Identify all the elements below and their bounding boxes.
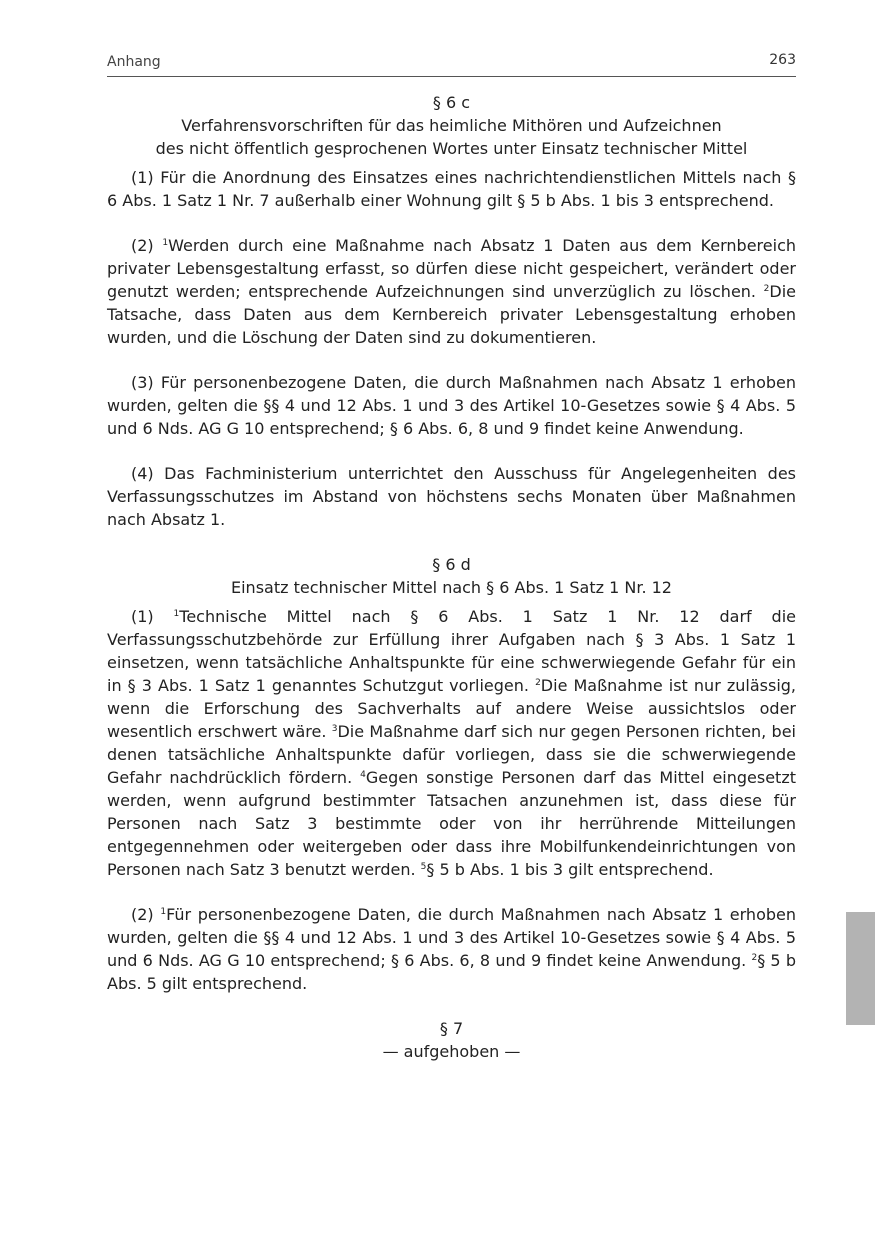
section-6c-paragraph-3: (3) Für personenbezogene Daten, die durch Maßnahmen nach Absatz 1 erhoben wurden, gelten die §§ 4 und 12 Abs. 1 und 3 des Artikel 10-Gesetzes sowie § 4 Abs. 5 und 6 Nds. AG G 10 entsprechend; § 6 Abs. 6, 8 und 9 findet keine Anwendung. <box>107 373 796 438</box>
section-7-status: — aufgehoben — <box>382 1042 521 1061</box>
page-number: 263 <box>769 52 796 68</box>
sentence-number: 1 <box>173 609 180 619</box>
chapter-thumb-tab <box>846 912 875 1025</box>
sentence-number: 1 <box>160 907 167 917</box>
section-6c-paragraph-1: (1) Für die Anordnung des Einsatzes eines nachrichtendienstlichen Mittels nach § 6 Abs. 1 Satz 1 Nr. 7 außerhalb einer Wohnung gilt § 5 b Abs. 1 bis 3 entsprechend. <box>107 168 796 210</box>
sentence-text: Die Tatsache, dass Daten aus dem Kernbereich privater Lebensgestaltung erhoben wurden, und die Löschung der Daten sind zu dokumentieren. <box>107 282 796 347</box>
section-6c-number: § 6 c <box>432 93 471 112</box>
section-label: Anhang <box>107 54 161 70</box>
sentence-text: Die Maßnahme darf sich nur gegen Personen richten, bei denen tatsächliche Anhaltspunkte dafür vorliegen, dass sie die schwerwiegende Gefahr nachdrücklich fördern. <box>107 722 796 787</box>
section-7-number: § 7 <box>439 1019 464 1038</box>
paragraph-prefix: (2) <box>131 905 161 924</box>
section-6c-paragraph-4: (4) Das Fachministerium unterrichtet den Ausschuss für Angelegenheiten des Verfassungsschutzes im Abstand von höchstens sechs Monaten über Maßnahmen nach Absatz 1. <box>107 464 796 529</box>
section-6c-title-line-2: des nicht öffentlich gesprochenen Wortes unter Einsatz technischer Mittel <box>155 139 748 158</box>
sentence-text: § 5 b Abs. 1 bis 3 gilt entsprechend. <box>426 860 714 879</box>
sentence-text: § 5 b Abs. 5 gilt entsprechend. <box>107 951 797 993</box>
sentence-number: 4 <box>360 770 366 780</box>
paragraph-prefix: (1) <box>131 607 174 626</box>
sentence-number: 3 <box>331 724 338 734</box>
section-6d-number: § 6 d <box>432 555 471 574</box>
section-6d-paragraph-2 <box>107 903 796 995</box>
section-6c-title-line-1: Verfahrensvorschriften für das heimliche Mithören und Aufzeichnen <box>181 116 722 135</box>
sentence-number: 2 <box>763 284 770 294</box>
section-6d-title: Einsatz technischer Mittel nach § 6 Abs. 1 Satz 1 Nr. 12 <box>231 578 672 597</box>
sentence-number: 2 <box>751 953 758 963</box>
sentence-number: 1 <box>162 238 169 248</box>
sentence-number: 5 <box>420 862 427 872</box>
sentence-text: Technische Mittel nach § 6 Abs. 1 Satz 1 Nr. 12 darf die Verfassungsschutzbehörde zur Erfüllung ihrer Aufgaben nach § 3 Abs. 1 Satz 1 einsetzen, wenn tatsächliche Anhaltspunkte für eine schwerwiegende Gefahr für ein in § 3 Abs. 1 Satz 1 genanntes Schutzgut vorliegen. <box>107 607 797 695</box>
section-6d-paragraph-1 <box>107 605 796 881</box>
sentence-text: Gegen sonstige Personen darf das Mittel eingesetzt werden, wenn aufgrund bestimmter Tatsachen anzunehmen ist, dass diese für Personen nach Satz 3 bestimmte oder von ihr herrührende Mitteilungen entgegennehmen oder weitergeben oder dass ihre Mobilfunkendeinrichtungen von Personen nach Satz 3 benutzt werden. <box>107 768 796 879</box>
section-6c-paragraph-2 <box>107 234 796 349</box>
sentence-text: Die Maßnahme ist nur zulässig, wenn die Erforschung des Sachverhalts auf andere Weise aussichtslos oder wesentlich erschwert wäre. <box>107 676 797 741</box>
sentence-text: Werden durch eine Maßnahme nach Absatz 1 Daten aus dem Kernbereich privater Lebensgestaltung erfasst, so dürfen diese nicht gespeichert, verändert oder genutzt werden; entsprechende Aufzeichnungen sind unverzüglich zu löschen. <box>107 236 797 301</box>
sentence-number: 2 <box>535 678 541 688</box>
page-body <box>107 91 796 1063</box>
paragraph-prefix: (2) <box>131 236 163 255</box>
running-header <box>107 54 796 77</box>
sentence-text: Für personenbezogene Daten, die durch Maßnahmen nach Absatz 1 erhoben wurden, gelten die §§ 4 und 12 Abs. 1 und 3 des Artikel 10-Gesetzes sowie § 4 Abs. 5 und 6 Nds. AG G 10 entsprechend; § 6 Abs. 6, 8 und 9 findet keine Anwendung. <box>107 905 796 970</box>
